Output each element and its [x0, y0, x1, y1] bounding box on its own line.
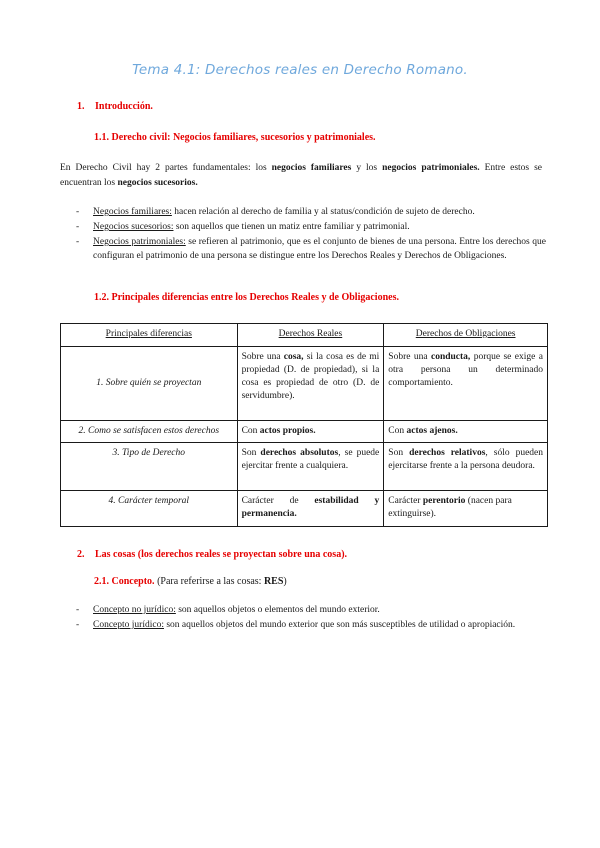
intro-bold-2: negocios patrimoniales. — [382, 163, 480, 173]
list-item — [60, 603, 546, 617]
cell-text: Con — [241, 426, 260, 436]
list-item — [60, 618, 546, 632]
list-item-text: son aquellos objetos del mundo exterior que son más susceptibles de utilidad o apropiación. — [163, 620, 516, 630]
cell-bold: estabilidad y permanencia. — [241, 496, 380, 519]
table-cell — [237, 443, 384, 491]
res-note-text: (Para referirse a las cosas: — [154, 576, 264, 587]
concepto-list — [60, 603, 546, 633]
table-header-row — [61, 324, 548, 347]
res-note-close: ) — [283, 576, 287, 587]
cell-bold: derechos absolutos — [260, 448, 339, 458]
intro-bold-3: negocios sucesorios. — [117, 178, 198, 188]
section-2-title: Las cosas (los derechos reales se proyectan sobre una cosa). — [95, 549, 348, 560]
table-cell — [384, 491, 548, 527]
section-1-heading — [77, 101, 153, 112]
negocios-list — [60, 205, 546, 264]
cell-text: , sólo pueden ejercitarse frente a la persona deudora. — [388, 448, 543, 471]
subsection-2-1-heading — [94, 576, 287, 587]
cell-bold: perentorio — [422, 496, 466, 506]
section-1-number: 1. — [77, 101, 85, 112]
subsection-1-2-heading: 1.2. Principales diferencias entre los Derechos Reales y de Obligaciones. — [94, 292, 399, 303]
table-header-cell: Derechos de Obligaciones — [384, 324, 548, 347]
table-header-cell: Derechos Reales — [237, 324, 384, 347]
list-item — [60, 220, 546, 234]
cell-bold: actos ajenos. — [406, 426, 458, 436]
list-dash: - — [76, 237, 80, 247]
table-cell — [384, 443, 548, 491]
subsection-1-1-heading: 1.1. Derecho civil: Negocios familiares, sucesorios y patrimoniales. — [94, 132, 376, 143]
cell-text: si la cosa es de mi propiedad (D. de propiedad), si la cosa es propiedad de otro (D. de servidumbre). — [241, 352, 380, 401]
table-row — [61, 443, 548, 491]
row-label: 3. Tipo de Derecho — [61, 443, 238, 491]
table-cell — [384, 347, 548, 421]
intro-text-3: Entre estos se encuentran los — [60, 163, 542, 188]
cell-bold: cosa, — [283, 352, 304, 362]
cell-bold: conducta, — [430, 352, 471, 362]
cell-text: Carácter de — [241, 496, 315, 506]
row-label: 1. Sobre quién se proyectan — [61, 347, 238, 421]
list-item-text: hacen relación al derecho de familia y al status/condición de sujeto de derecho. — [171, 207, 475, 217]
list-item-term: Concepto jurídico: — [93, 620, 164, 630]
list-item-term: Concepto no jurídico: — [93, 605, 176, 615]
cell-text: (nacen para extinguirse). — [388, 496, 512, 519]
section-2-number: 2. — [77, 549, 85, 560]
cell-text: Son — [388, 448, 410, 458]
table-cell — [237, 491, 384, 527]
cell-text: Sobre una — [388, 352, 431, 362]
table-cell — [237, 421, 384, 443]
list-item-text: son aquellos que tienen un matiz entre familiar y patrimonial. — [173, 222, 410, 232]
table-row — [61, 421, 548, 443]
cell-text: Sobre una — [241, 352, 284, 362]
row-label: 4. Carácter temporal — [61, 491, 238, 527]
intro-bold-1: negocios familiares — [271, 163, 352, 173]
cell-bold: derechos relativos — [409, 448, 486, 458]
list-dash: - — [76, 207, 80, 217]
res-note-bold: RES — [263, 576, 284, 587]
list-item — [60, 205, 546, 219]
cell-text: , se puede ejercitar frente a cualquiera. — [241, 448, 380, 471]
cell-text: porque se exige a otra persona un determinado comportamiento. — [388, 352, 543, 388]
table-cell — [237, 347, 384, 421]
cell-bold: actos propios. — [259, 426, 316, 436]
table-cell — [384, 421, 548, 443]
cell-text: Son — [241, 448, 261, 458]
differences-table — [60, 323, 548, 527]
list-dash: - — [76, 222, 80, 232]
section-1-title: Introducción. — [95, 101, 153, 112]
subsection-2-1-title: 2.1. Concepto. — [94, 576, 155, 587]
cell-text: Carácter — [388, 496, 423, 506]
table-row — [61, 347, 548, 421]
list-item-term: Negocios sucesorios: — [93, 222, 174, 232]
list-item-text: se refieren al patrimonio, que es el conjunto de bienes de una persona. Entre los derechos que configuran el patrimonio de una persona se distingue entre los Derechos Reales y Derechos de Obligaciones. — [93, 237, 546, 261]
list-item-term: Negocios familiares: — [93, 207, 172, 217]
intro-paragraph — [60, 161, 542, 191]
document-title: Tema 4.1: Derechos reales en Derecho Romano. — [132, 62, 468, 78]
table-header-cell: Principales diferencias — [61, 324, 238, 347]
list-item-term: Negocios patrimoniales: — [93, 237, 186, 247]
intro-text-1: En Derecho Civil hay 2 partes fundamentales: los — [60, 163, 272, 173]
list-item-text: son aquellos objetos o elementos del mundo exterior. — [175, 605, 380, 615]
intro-text-2: y los — [351, 163, 383, 173]
cell-text: Con — [388, 426, 407, 436]
table-row — [61, 491, 548, 527]
row-label: 2. Como se satisfacen estos derechos — [61, 421, 238, 443]
list-dash: - — [76, 620, 80, 630]
list-dash: - — [76, 605, 80, 615]
list-item — [60, 235, 546, 263]
section-2-heading — [77, 549, 347, 560]
